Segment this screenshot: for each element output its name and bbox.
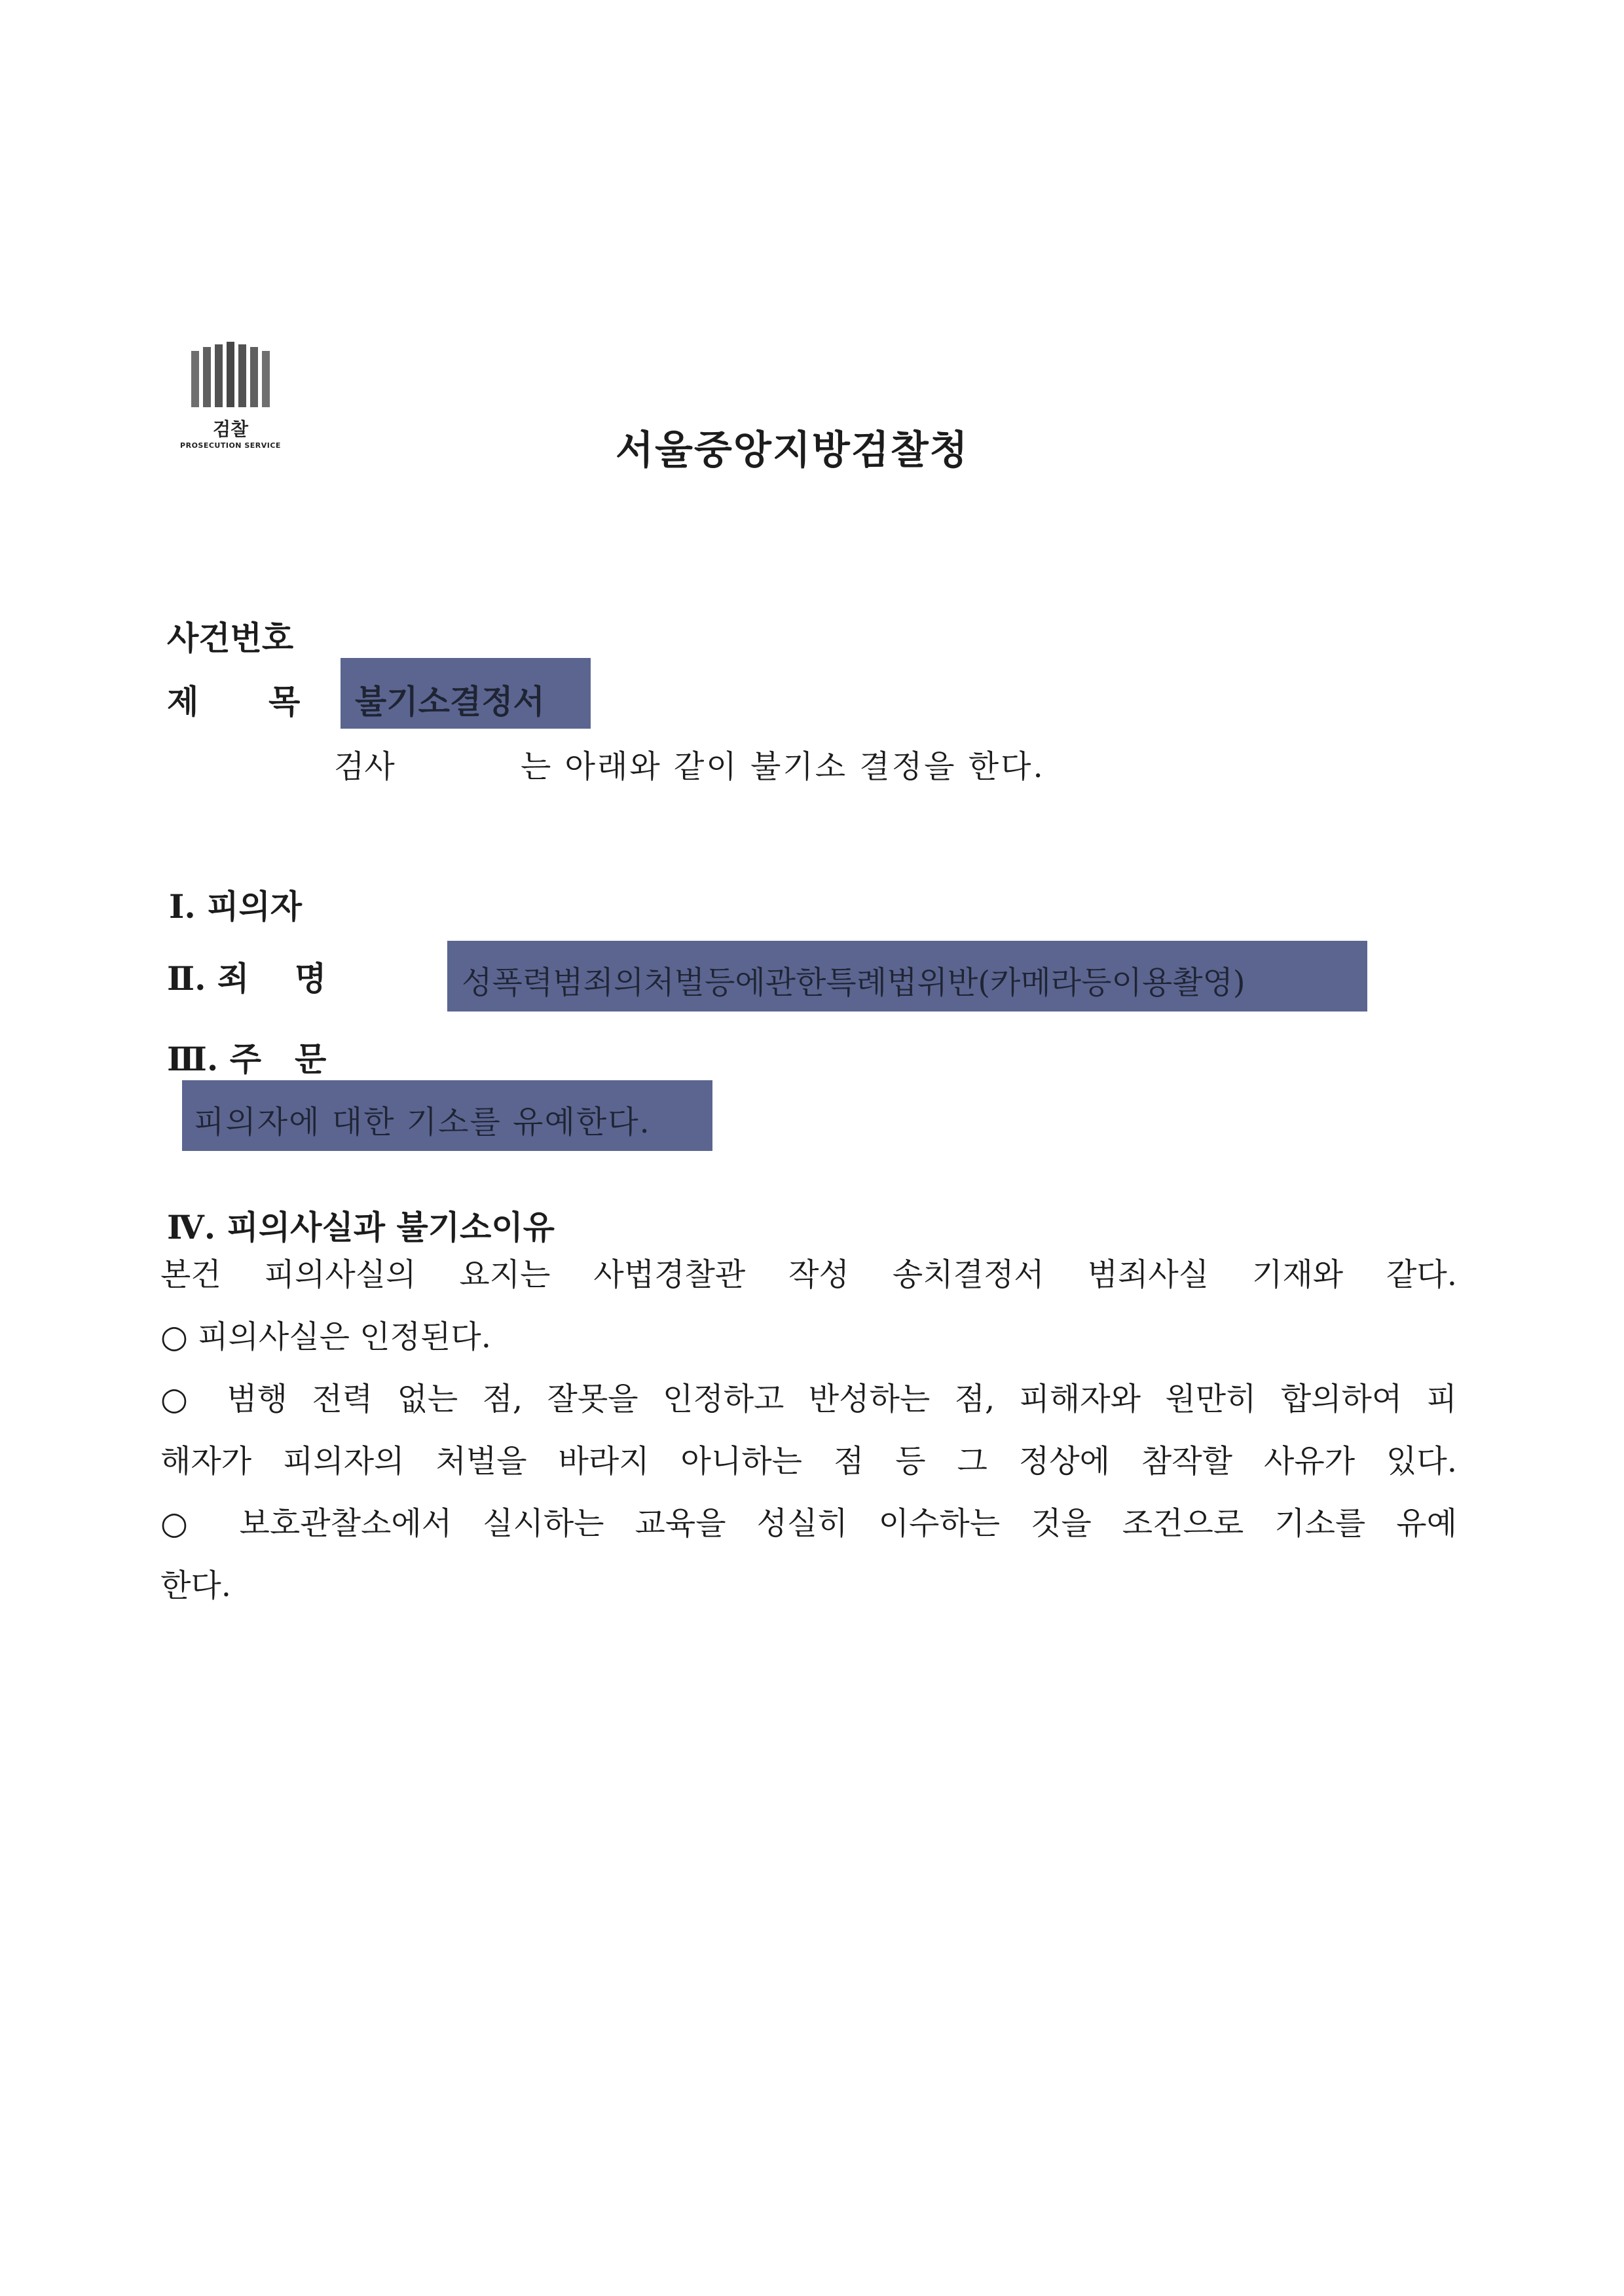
section-2-label-b: 명 — [295, 959, 327, 998]
body-line-3b: 해자가 피의자의 처벌을 바라지 아니하는 점 등 그 정상에 참작할 사유가 있다. — [160, 1443, 1457, 1480]
crime-name-highlight — [447, 941, 1367, 1011]
org-title: 서울중앙지방검찰청 — [616, 428, 969, 473]
section-3-label-b: 문 — [295, 1040, 327, 1078]
subject-label-1: 제 — [167, 682, 199, 721]
body-line-3a: ○ 범행 전력 없는 점, 잘못을 인정하고 반성하는 점, 피해자와 원만히 합의하여 피 — [160, 1381, 1457, 1417]
prosecution-logo — [172, 342, 289, 460]
case-number-label: 사건번호 — [167, 619, 294, 657]
crime-name: 성폭력범죄의처벌등에관한특례법위반(카메라등이용촬영) — [462, 964, 1246, 1001]
body-line-4a: ○ 보호관찰소에서 실시하는 교육을 성실히 이수하는 것을 조건으로 기소를 유예 — [160, 1505, 1457, 1542]
subject-value: 불기소결정서 — [355, 682, 545, 721]
section-1-label: Ⅰ. 피의자 — [169, 887, 303, 926]
body-line-4b: 한다. — [160, 1567, 231, 1604]
section-3-label: Ⅲ. 주 — [167, 1040, 262, 1078]
logo-bars-icon — [191, 342, 270, 407]
disposition-highlight — [182, 1080, 712, 1151]
disposition: 피의자에 대한 기소를 유예한다. — [194, 1104, 651, 1140]
subject-value-highlight — [341, 658, 591, 729]
section-4-label: Ⅳ. 피의사실과 불기소이유 — [167, 1208, 555, 1247]
body-line-1: 본건 피의사실의 요지는 사법경찰관 작성 송치결정서 범죄사실 기재와 같다. — [160, 1256, 1457, 1293]
section-2-label: Ⅱ. 죄 — [167, 959, 249, 998]
logo-text: 검찰 — [212, 418, 249, 440]
subject-label-2: 목 — [268, 682, 301, 721]
logo-subtitle: PROSECUTION SERVICE — [180, 441, 281, 450]
body-line-2: ○ 피의사실은 인정된다. — [160, 1319, 491, 1355]
intro-text: 는 아래와 같이 불기소 결정을 한다. — [521, 748, 1045, 785]
intro-prefix: 검사 — [334, 748, 395, 785]
